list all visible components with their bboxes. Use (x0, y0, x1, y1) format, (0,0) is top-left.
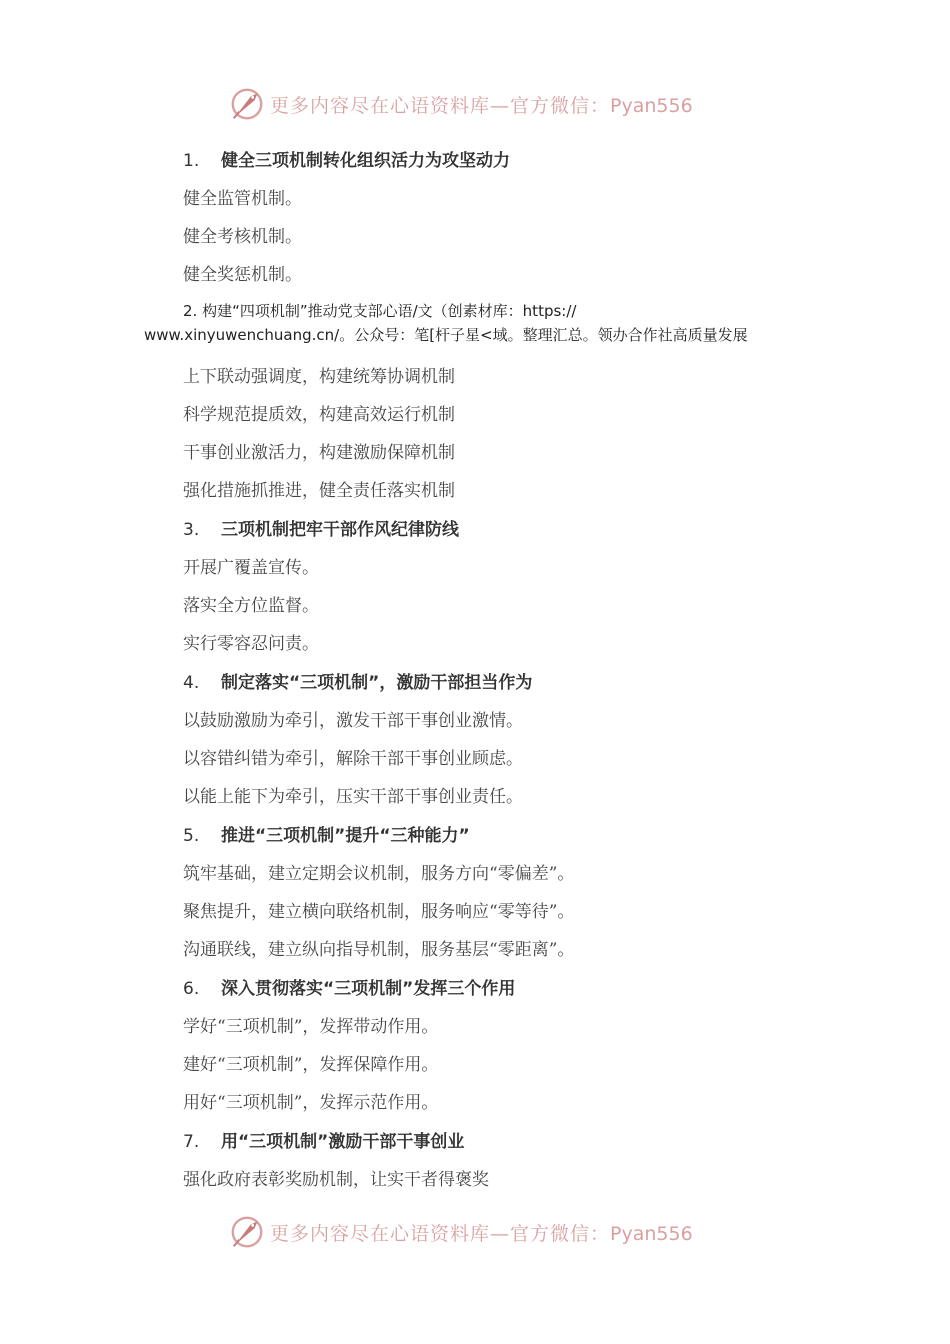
section-title: 深入贯彻落实“三项机制”发挥三个作用 (221, 979, 516, 999)
banner-text (270, 91, 693, 118)
section-number: 1. (183, 151, 200, 171)
paragraph: 干事创业激活力，构建激励保障机制 (183, 443, 455, 463)
section-title: 制定落实“三项机制”，激励干部担当作为 (221, 673, 533, 693)
section-number: 4. (183, 673, 200, 693)
paragraph: 强化政府表彰奖励机制，让实干者得褒奖 (183, 1170, 489, 1190)
paragraph: 健全奖惩机制。 (183, 265, 302, 285)
paragraph: 健全监管机制。 (183, 189, 302, 209)
header-banner (228, 84, 728, 124)
paragraph: 强化措施抓推进，健全责任落实机制 (183, 481, 455, 501)
banner-text (270, 1219, 693, 1246)
section-6-heading (183, 974, 515, 999)
section-number: 6. (183, 979, 200, 999)
section-2-heading-line2: www.xinyuwenchuang.cn/。公众号：笔[杆子星<域。整理汇总。领办合作社高质量发展 (144, 326, 748, 344)
section-title: 三项机制把牢干部作风纪律防线 (221, 520, 459, 540)
banner-text-cn: 更多内容尽在心语资料库—官方微信： (270, 94, 611, 117)
section-title: 用“三项机制”激励干部干事创业 (221, 1132, 465, 1152)
footer-banner (228, 1212, 728, 1252)
paragraph: 沟通联线，建立纵向指导机制，服务基层“零距离”。 (183, 940, 575, 960)
paragraph: 筑牢基础，建立定期会议机制，服务方向“零偏差”。 (183, 864, 575, 884)
paragraph: 以鼓励激励为牵引，激发干部干事创业激情。 (183, 711, 523, 731)
section-number: 3. (183, 520, 200, 540)
section-5-heading (183, 821, 470, 846)
section-1-heading (183, 146, 510, 171)
section-3-heading (183, 515, 459, 540)
paragraph: 用好“三项机制”，发挥示范作用。 (183, 1093, 439, 1113)
paragraph: 学好“三项机制”，发挥带动作用。 (183, 1017, 439, 1037)
paragraph: 以能上能下为牵引，压实干部干事创业责任。 (183, 787, 523, 807)
paragraph: 科学规范提质效，构建高效运行机制 (183, 405, 455, 425)
section-2-heading-line1: 2. 构建“四项机制”推动党支部心语/文（创素材库：https:// (183, 302, 577, 320)
banner-wechat-id: Pyan556 (610, 1222, 693, 1245)
paragraph: 建好“三项机制”，发挥保障作用。 (183, 1055, 439, 1075)
section-number: 5. (183, 826, 200, 846)
paragraph: 以容错纠错为牵引，解除干部干事创业顾虑。 (183, 749, 523, 769)
pen-nib-logo-icon (228, 1213, 266, 1251)
section-title: 推进“三项机制”提升“三种能力” (221, 826, 470, 846)
section-7-heading (183, 1127, 464, 1152)
section-number: 7. (183, 1132, 200, 1152)
paragraph: 上下联动强调度，构建统筹协调机制 (183, 367, 455, 387)
banner-text-cn: 更多内容尽在心语资料库—官方微信： (270, 1222, 611, 1245)
paragraph: 开展广覆盖宣传。 (183, 558, 319, 578)
banner-wechat-id: Pyan556 (610, 94, 693, 117)
section-title: 健全三项机制转化组织活力为攻坚动力 (221, 151, 510, 171)
section-4-heading (183, 668, 532, 693)
paragraph: 聚焦提升，建立横向联络机制，服务响应“零等待”。 (183, 902, 575, 922)
paragraph: 落实全方位监督。 (183, 596, 319, 616)
paragraph: 健全考核机制。 (183, 227, 302, 247)
paragraph: 实行零容忍问责。 (183, 634, 319, 654)
pen-nib-logo-icon (228, 85, 266, 123)
